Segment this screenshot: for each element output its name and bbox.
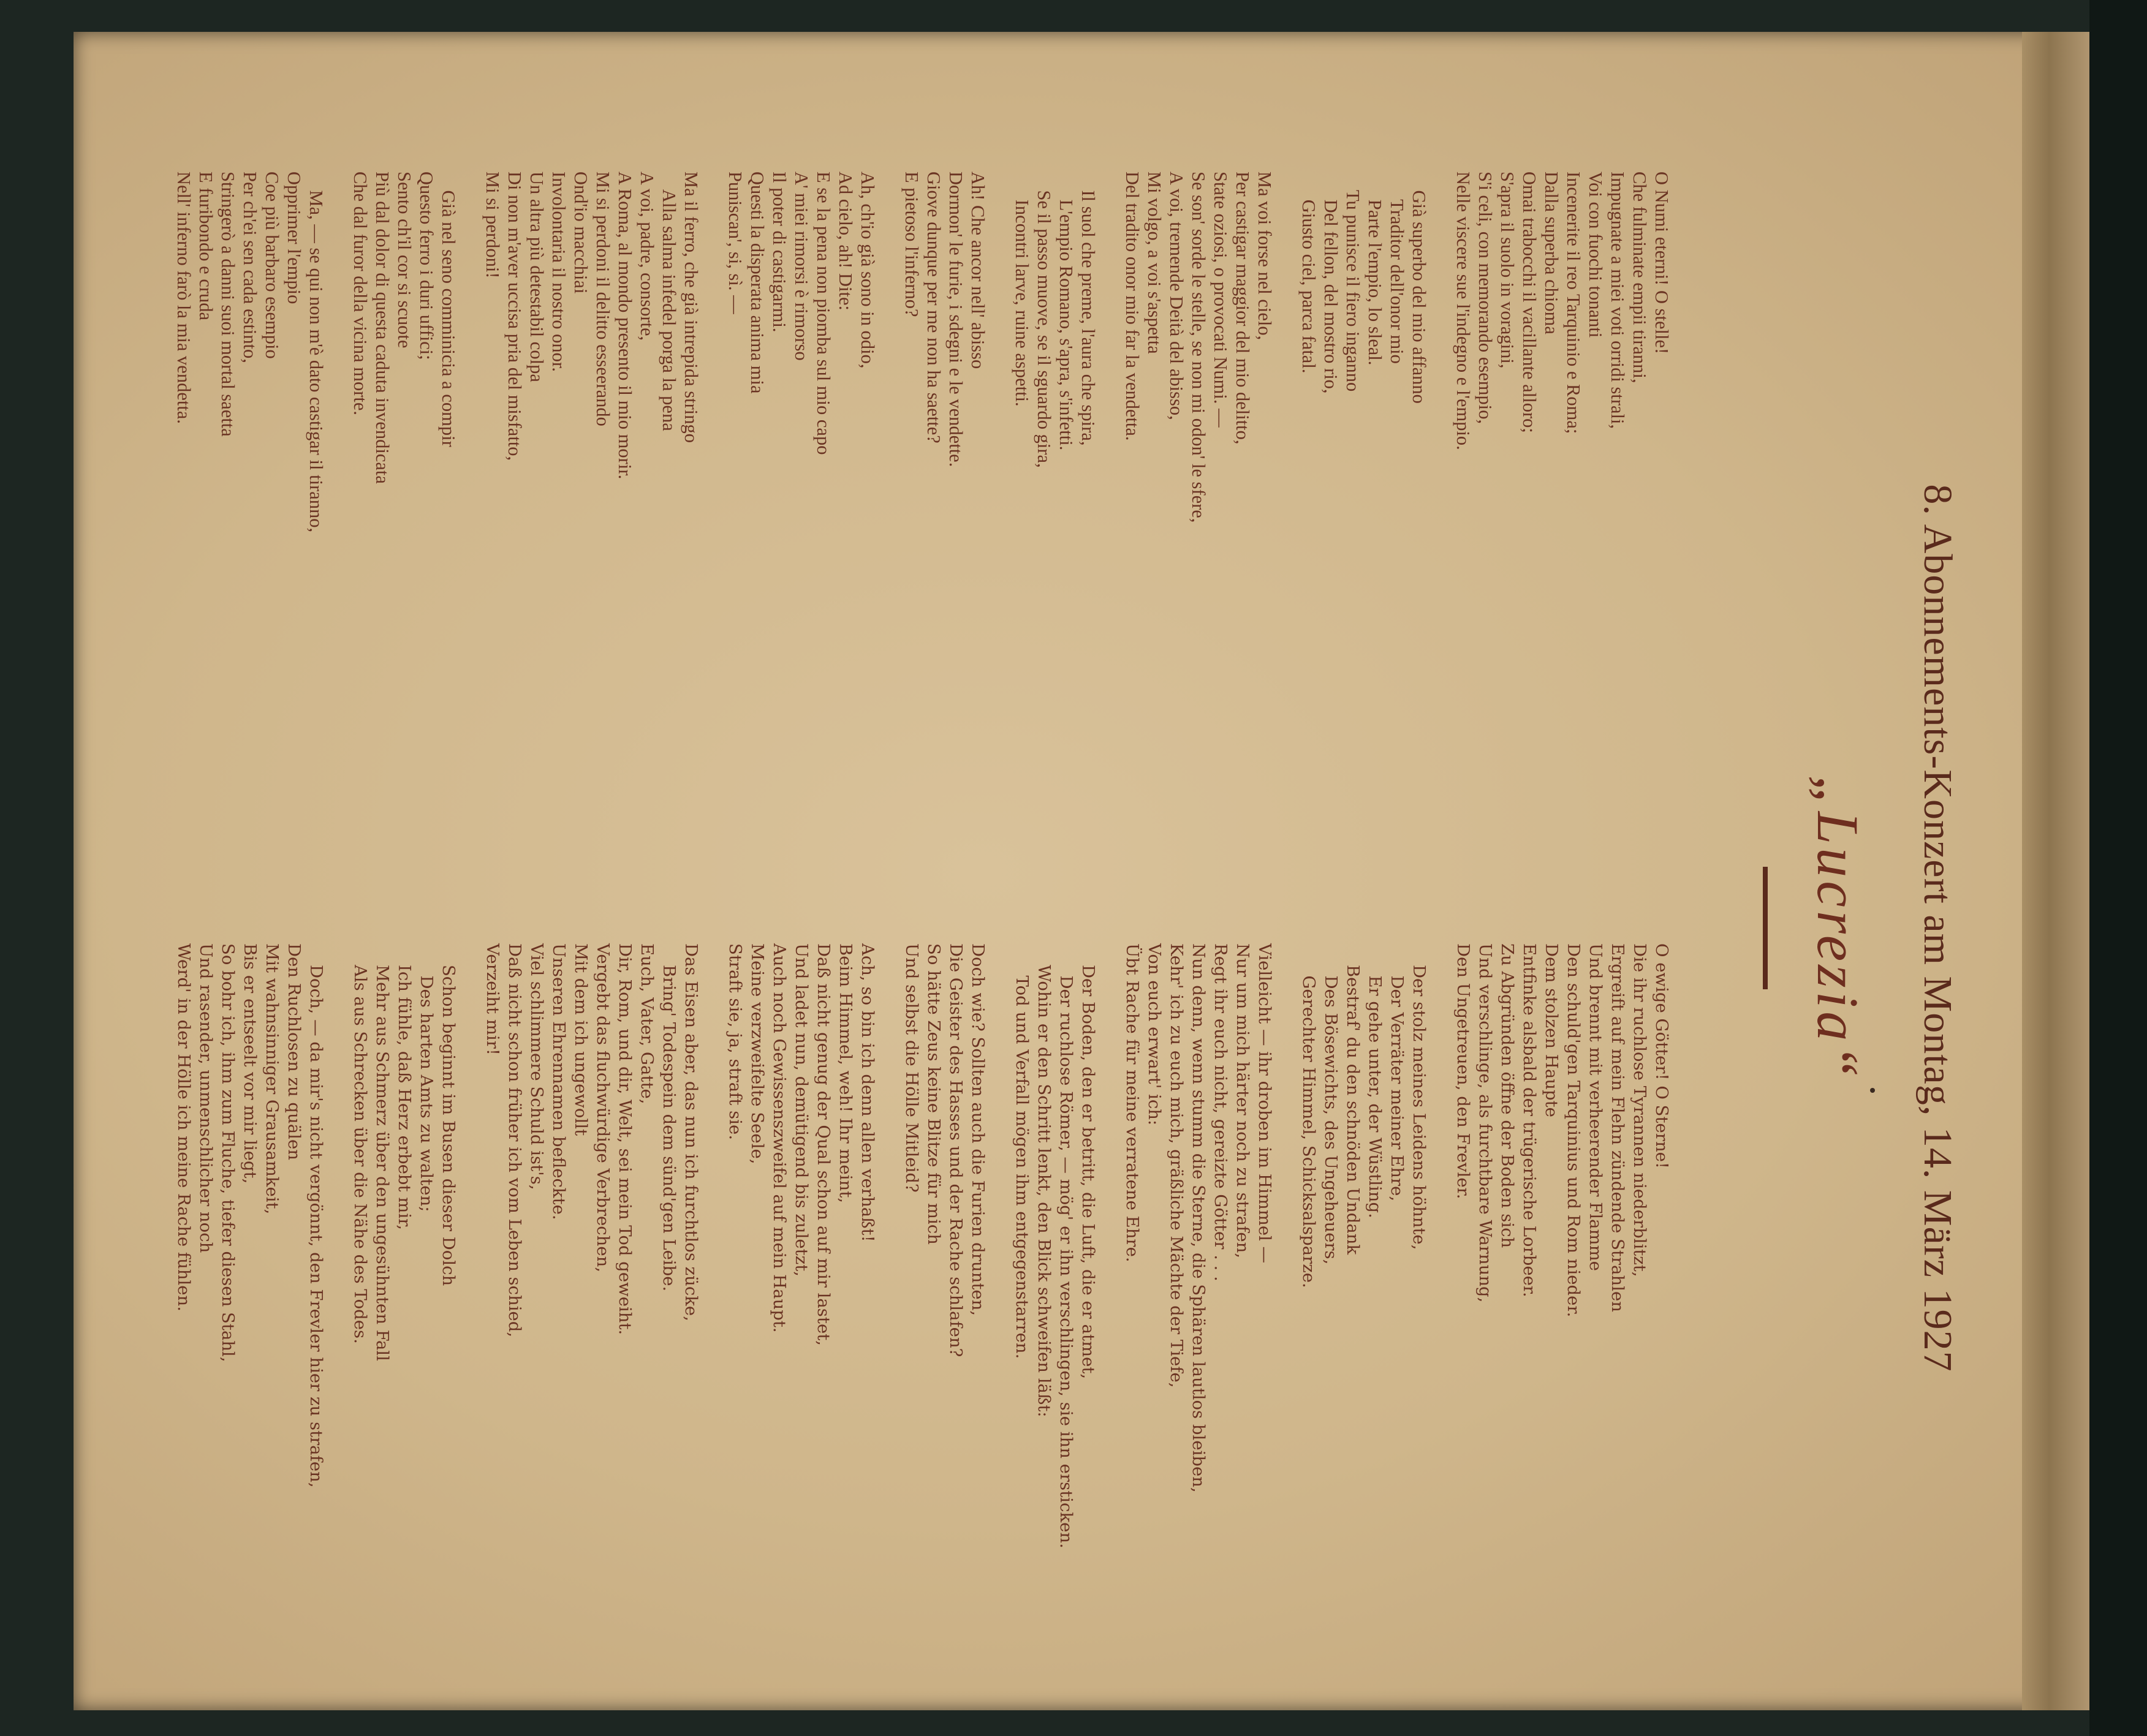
german-verse-line: Straft sie, ja, straft sie. — [725, 943, 745, 1141]
italian-verse-line: E se la pena non piomba sul mio capo — [813, 172, 834, 455]
german-stanza — [1011, 943, 1099, 1660]
rotated-content — [61, 147, 1979, 1709]
italian-verse-line: Del fellon, del mostro rio, — [1320, 172, 1341, 394]
german-verse-line: Nur um mich härter noch zu strafen, — [1233, 943, 1252, 1259]
italian-verse-line: Voi con fuochi tonanti — [1585, 172, 1606, 338]
german-verse-line: Den Ungetreuen, den Frevler. — [1453, 943, 1473, 1199]
german-verse-line: Der Boden, den er betritt, die Luft, die er atmet, — [1078, 943, 1098, 1379]
italian-verse-line: Involontaria il nostro onor. — [548, 172, 569, 372]
german-verse-line: So bohr ich, ihm zum Fluche, tiefer diesen Stahl, — [218, 943, 238, 1362]
italian-stanza — [1121, 172, 1276, 888]
title-divider — [1763, 867, 1768, 989]
italian-verse-line: Mi si perdoni il delitto esseerando — [593, 172, 613, 426]
italian-verse-line: Traditor dell'onor mio — [1387, 172, 1407, 364]
german-verse-line: Gerechter Himmel, Schicksalsparze. — [1299, 943, 1319, 1288]
german-verse-line: Des Bösewichts, des Ungeheuers, — [1321, 943, 1341, 1265]
german-verse-line: Nun denn, wenn stumm die Sterne, die Sphären lautlos bleiben, — [1189, 943, 1208, 1493]
german-verse-line: Das Eisen aber, das nun ich furchtlos zücke, — [681, 943, 701, 1321]
german-verse-line: Verzeiht mir! — [483, 943, 502, 1055]
german-verse-line: Den schuld'gen Tarquinius und Rom nieder. — [1564, 943, 1583, 1318]
italian-verse-line: Se son' sorde le stelle, se non mi odon' le sfere, — [1188, 172, 1209, 523]
italian-verse-line: A voi, tremende Deità del abisso, — [1166, 172, 1187, 420]
italian-verse-line: Già superbo del mio affanno — [1409, 172, 1429, 404]
italian-verse-line: Per ch'ei sen cada estinto, — [240, 172, 260, 363]
italian-verse-line: Per castigar maggior del mio delitto, — [1232, 172, 1253, 445]
italian-stanza — [901, 172, 989, 888]
italian-verse-line: Questo ferro i duri uffici; — [416, 172, 437, 360]
opera-title: „Lucrezia“ — [1805, 775, 1871, 1081]
german-verse-line: Ergreift auf mein Flehn zündende Strahlen — [1608, 943, 1627, 1312]
german-stanza — [1121, 943, 1276, 1660]
italian-verse-line: E pietoso l'inferno? — [901, 172, 922, 317]
italian-verse-line: Dormon' le furie, i sdegni e le vendette. — [945, 172, 966, 467]
german-verse-line: Und selbst die Hölle Mitleid? — [902, 943, 922, 1193]
italian-stanza — [1011, 172, 1099, 888]
italian-verse-line: Il suol che preme, l'aura che spira, — [1078, 172, 1099, 446]
german-verse-line: Auch noch Gewissenszweifel auf mein Haupt. — [770, 943, 789, 1333]
german-verse-line: Vielleicht — ihr droben im Himmel — — [1255, 943, 1274, 1264]
german-verse-line: Des harten Amts zu walten; — [417, 943, 436, 1212]
german-verse-line: Der Verräter meiner Ehre, — [1387, 943, 1407, 1202]
italian-verse-line: Nelle viscere sue l'indegno e l'empio. — [1453, 172, 1474, 450]
page-fold — [2022, 32, 2089, 1710]
italian-verse-line: Incenerite il reo Tarquinio e Roma; — [1563, 172, 1584, 434]
italian-verse-line: S'apra il suolo in voragini, — [1497, 172, 1518, 369]
german-verse-line: Mit dem ich ungewollt — [571, 943, 591, 1136]
german-verse-line: Dir, Rom, und dir, Welt, sei mein Tod geweiht. — [615, 943, 635, 1335]
german-verse-line: Daß nicht schon früher ich vom Leben schied, — [505, 943, 524, 1338]
italian-verse-line: Dalla superba chioma — [1541, 172, 1562, 334]
german-verse-line: Bring' Todespein dem sünd'gen Leibe. — [659, 943, 679, 1292]
german-verse-line: Den Ruchlosen zu quälen — [284, 943, 304, 1160]
italian-verse-line: Ad cielo, ah! Dite: — [835, 172, 856, 311]
german-verse-line: Beim Himmel, weh! Ihr meint, — [836, 943, 855, 1204]
german-verse-line: So hätte Zeus keine Blitze für mich — [924, 943, 944, 1245]
german-stanza — [349, 943, 460, 1660]
italian-verse-line: Ma il ferro, che già intrepida stringo — [681, 172, 702, 443]
italian-verse-line: Sento ch'il cor si scuote — [394, 172, 415, 349]
german-verse-line: Vergebt das fluchwürdige Verbrechen, — [593, 943, 613, 1273]
italian-verse-line: Nell' inferno farò la mia vendetta. — [173, 172, 194, 424]
german-verse-line: Von euch erwart' ich: — [1145, 943, 1164, 1126]
german-verse-line: Regt ihr euch nicht, gereizte Götter . . . — [1211, 943, 1230, 1281]
italian-verse-line: Ah! Che ancor nell' abisso — [967, 172, 988, 369]
italian-verse-line: Ah, ch'io già sono in odio, — [857, 172, 878, 369]
italian-verse-line: Alla salma infedel porga la pena — [659, 172, 680, 431]
italian-verse-line: Tu punisce il fiero inganno — [1342, 172, 1363, 392]
german-stanza — [1298, 943, 1430, 1660]
german-verse-line: O ewige Götter! O Sterne! — [1652, 943, 1672, 1169]
german-verse-line: Mehr aus Schmerz über den ungesühnten Fall — [373, 943, 392, 1361]
italian-verse-line: State oziosi, o provocati Numi. — — [1210, 172, 1231, 428]
german-verse-line: Entfinke alsbald der trügerische Lorbeer. — [1520, 943, 1539, 1297]
italian-verse-line: Di non m'aver uccisa pria del misfatto, — [504, 172, 525, 461]
italian-verse-line: A voi, padre, consorte, — [637, 172, 657, 341]
italian-verse-line: Giusto ciel, parca fatal. — [1298, 172, 1319, 374]
background-edge — [2089, 0, 2147, 1736]
german-verse-line: Ich fühle, daß Herz erbebt mir, — [395, 943, 414, 1231]
italian-verse-line: Che fulminate empii tiranni, — [1629, 172, 1650, 383]
german-stanza — [724, 943, 879, 1660]
german-verse-line: Und brennt mit verheerender Flamme — [1586, 943, 1605, 1271]
german-verse-line: Der ruchlose Römer, — mög' er ihn verschlingen, sie ihn ersticken. — [1056, 943, 1076, 1549]
german-verse-line: Werd' in der Hölle ich meine Rache fühlen. — [174, 943, 194, 1312]
german-verse-line: Und rasender, unmenschlicher noch — [196, 943, 216, 1253]
german-stanza — [1452, 943, 1673, 1660]
ink-spot — [1870, 1088, 1875, 1093]
italian-verse-line: Già nel seno comminicia a compir — [438, 172, 459, 447]
german-verse-line: Zu Abgründen öffne der Boden sich — [1498, 943, 1517, 1248]
german-verse-line: Dem stolzen Haupte — [1542, 943, 1561, 1117]
german-verse-line: Euch, Vater, Gatte, — [637, 943, 657, 1104]
german-verse-line: Der stolz meines Leidens höhnte, — [1409, 943, 1429, 1250]
concert-heading: 8. Abonnements-Konzert am Montag, 14. März 1927 — [1915, 484, 1960, 1372]
italian-verse-line: Se il passo muove, se il sguardo gira, — [1034, 172, 1055, 468]
german-verse-line: Meine verzweifelte Seele, — [748, 943, 767, 1164]
italian-verse-line: Parte l'empio, lo sleal. — [1365, 172, 1385, 366]
italian-verse-line: E furibondo e cruda — [195, 172, 216, 321]
italian-verse-line: O Numi eterni! O stelle! — [1651, 172, 1672, 355]
german-verse-line: Die ihr ruchlose Tyrannen niederblitzt, — [1630, 943, 1649, 1277]
german-verse-line: Die Geister des Hasses und der Rache schlafen? — [946, 943, 966, 1357]
german-text-column — [151, 943, 1673, 1660]
italian-verse-line: L'empio Romano, s'apra, s'infetti. — [1056, 172, 1077, 451]
german-verse-line: Viel schlimmere Schuld ist's, — [527, 943, 547, 1190]
german-verse-line: Als aus Schrecken über die Nähe des Todes. — [350, 943, 370, 1344]
italian-verse-line: Giove dunque per me non ha saette? — [923, 172, 944, 443]
italian-stanza — [1452, 172, 1673, 888]
italian-verse-line: Mi si perdoni! — [482, 172, 503, 279]
german-verse-line: Und ladet nun, demütigend bis zuletzt, — [792, 943, 811, 1277]
german-verse-line: Ach, so bin ich denn allen verhaßt! — [858, 943, 877, 1242]
german-verse-line: Mit wahnsinniger Grausamkeit, — [262, 943, 282, 1215]
italian-verse-line: Ma voi forse nel cielo, — [1254, 172, 1275, 341]
italian-text-column — [151, 172, 1673, 888]
italian-verse-line: Un altra più detestabil colpa — [526, 172, 547, 382]
italian-verse-line: Il poter di castigarmi. — [769, 172, 790, 333]
german-verse-line: Bestraf' du den schnöden Undank — [1343, 943, 1363, 1255]
italian-verse-line: S'i celi, con memorando esempio, — [1475, 172, 1496, 425]
german-verse-line: Kehr' ich zu euch mich, gräßliche Mächte der Tiefe, — [1167, 943, 1186, 1388]
german-stanza — [901, 943, 989, 1660]
italian-verse-line: Omai trabocchi il vacillante alloro; — [1519, 172, 1540, 433]
italian-verse-line: Ond'io macchiai — [570, 172, 591, 294]
german-stanza — [482, 943, 702, 1660]
italian-verse-line: Impugnate a miei voti orridi strali, — [1607, 172, 1628, 429]
italian-stanza — [724, 172, 879, 888]
italian-stanza — [349, 172, 460, 888]
italian-stanza — [1298, 172, 1430, 888]
german-verse-line: Bis er entseelt vor mir liegt, — [240, 943, 260, 1184]
italian-verse-line: Più dal dolor di questa caduta invendicata — [372, 172, 393, 484]
italian-verse-line: Puniscan', si, sì. — — [725, 172, 746, 314]
german-verse-line: Schon beginnt im Busen dieser Dolch — [439, 943, 458, 1286]
german-stanza — [173, 943, 327, 1660]
german-verse-line: Daß nicht genug der Qual schon auf mir lastet, — [814, 943, 833, 1346]
german-verse-line: Übt Rache für meine verratene Ehre. — [1123, 943, 1142, 1262]
italian-verse-line: Mi volgo, a voi s'aspetta — [1144, 172, 1165, 354]
italian-verse-line: Del tradito onor mio far la vendetta. — [1122, 172, 1143, 441]
german-verse-line: Doch, — da mir's nicht vergönnt, den Frevler hier zu strafen, — [306, 943, 326, 1488]
german-verse-line: Tod und Verfall mögen ihm entgegenstarren. — [1012, 943, 1032, 1359]
italian-verse-line: Ma, — se qui non m'è dato castigar il tiranno, — [306, 172, 327, 533]
italian-verse-line: Stringerò a danni suoi mortal saetta — [218, 172, 238, 437]
italian-stanza — [482, 172, 702, 888]
italian-verse-line: Incontri larve, ruine aspetti. — [1012, 172, 1032, 407]
italian-stanza — [173, 172, 327, 888]
german-verse-line: Und verschlinge, als furchtbare Warnung, — [1475, 943, 1495, 1303]
italian-verse-line: Opprimer l'empio — [284, 172, 305, 304]
german-verse-line: Wohin er den Schritt lenkt, den Blick schweifen läßt: — [1034, 943, 1054, 1417]
german-verse-line: Doch wie? Sollten auch die Furien drunten, — [968, 943, 988, 1316]
italian-verse-line: Che dal furor della vicina morte. — [350, 172, 371, 416]
italian-verse-line: A' miei rimorsi è rimorso — [791, 172, 812, 361]
italian-verse-line: Questi la disperata anima mia — [747, 172, 768, 394]
german-verse-line: Unseren Ehrennamen befleckte. — [549, 943, 569, 1220]
german-verse-line: Er gehe unter, der Wüstling. — [1365, 943, 1385, 1218]
italian-verse-line: Coe più barbaro esempio — [262, 172, 282, 359]
italian-verse-line: A Roma, al mondo presento il mio morir. — [615, 172, 635, 480]
